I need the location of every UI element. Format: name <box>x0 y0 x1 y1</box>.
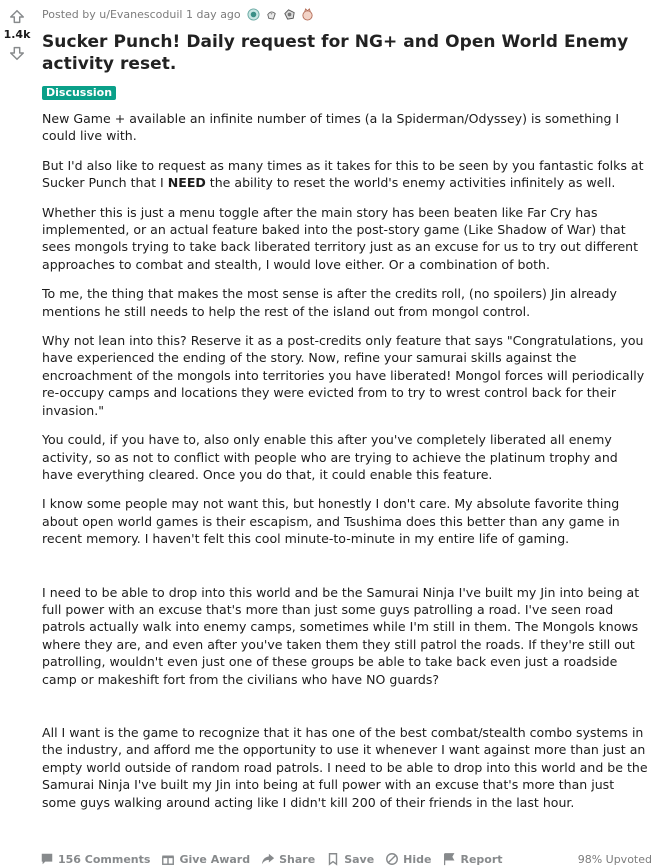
report-label: Report <box>460 852 503 866</box>
post-toolbar <box>40 850 652 868</box>
paragraph-5: Why not lean into this? Reserve it as a post-credits only feature that says "Congratulations, you have experienced the ending of the story. Now, refine your samurai skills against the encroachment of the mongols into territories you have liberated! Mongol forces will periodically re-occupy camps and locations they were evicted from to try to wrest control back for their invasion." <box>42 333 645 418</box>
flag-icon <box>442 852 456 866</box>
upvote-icon[interactable] <box>8 8 26 26</box>
share-button[interactable] <box>261 852 315 866</box>
paragraph-8: I need to be able to drop into this world and be the Samurai Ninja I've built my Jin into being at full power with an excuse that's more than just some guys patrolling a road. I've seen road patrols actually walk into enemy camps, sometimes while I'm still in them. The Mongols knows where they are, and even after you've taken them they still patrol the roads. If they're still out patrolling, wouldn't even just one of these groups be able to take back even just a roadside camp or makeshift fort from the civilians who have NO guards? <box>42 584 640 687</box>
save-button[interactable] <box>326 852 374 866</box>
paragraph-1: New Game + available an infinite number of times (a la Spiderman/Odyssey) is something I could live with. <box>42 111 620 144</box>
awards-row[interactable] <box>247 8 314 21</box>
award-coin-icon[interactable] <box>247 8 260 21</box>
upvote-ratio: 98% Upvoted <box>577 852 652 866</box>
hide-icon <box>385 852 399 866</box>
paragraph-2-end: the ability to reset the world's enemy activities infinitely as well. <box>205 175 616 191</box>
paragraph-2-emphasis: NEED <box>167 175 206 191</box>
paragraph-2 <box>42 157 652 192</box>
comment-icon <box>40 852 54 866</box>
give-award-button[interactable] <box>161 852 250 866</box>
post-meta <box>42 6 652 22</box>
paragraph-6: You could, if you have to, also only enable this after you've completely liberated all enemy activity, so as not to conflict with people who are trying to achieve the platinum trophy and have everything cleared. Once you do that, it could enable this feature. <box>42 432 618 482</box>
flair-badge[interactable]: Discussion <box>42 86 116 100</box>
paragraph-4: To me, the thing that makes the most sense is after the credits roll, (no spoilers) Jin already mentions he still needs to help the rest of the island out from mongol control. <box>42 286 617 319</box>
save-label: Save <box>344 852 375 866</box>
post-time[interactable]: 1 day ago <box>185 7 241 21</box>
award-heart-hand-icon[interactable] <box>265 8 278 21</box>
share-icon <box>261 852 275 866</box>
paragraph-3: Whether this is just a menu toggle after the main story has been beaten like Far Cry has implemented, or an actual feature baked into the post-story game (Like Shadow of War) that sees mongols trying to take back liberated territory just as an excuse for us to try out different approaches to combat and stealth, I would love either. Or a combination of both. <box>42 204 639 272</box>
paragraph-9: All I want is the game to recognize that it has one of the best combat/stealth combo systems in the industry, and afford me the opportunity to use it whenever I want against more than just an empty world outside of random road patrols. I need to be able to drop into this world and be the Samurai Ninja I've built my Jin into being at full power with an excuse that's more than just some guys walking around acting like I didn't kill 200 of their friends in the last hour. <box>42 724 648 810</box>
post-body <box>42 110 652 811</box>
hide-button[interactable] <box>385 852 431 866</box>
hide-label: Hide <box>403 852 432 866</box>
bookmark-icon <box>326 852 340 866</box>
post-title[interactable]: Sucker Punch! Daily request for NG+ and Open World Enemy activity reset. <box>42 32 629 74</box>
comments-button[interactable] <box>40 852 150 866</box>
vote-score: 1.4k <box>3 28 31 41</box>
paragraph-2-start: But I'd also like to request as many times as it takes for this to be seen by you fantastic folks at Sucker Punch that I <box>42 157 644 191</box>
downvote-icon[interactable] <box>8 44 26 62</box>
share-label: Share <box>279 852 316 866</box>
comments-label: 156 Comments <box>58 852 151 866</box>
post-content <box>42 6 652 823</box>
gift-icon <box>161 852 175 866</box>
vote-column <box>0 8 34 62</box>
author-link[interactable]: u/Evanescoduil <box>99 7 183 21</box>
paragraph-7: I know some people may not want this, but honestly I don't care. My absolute favorite thing about open world games is their escapism, and Tsushima does this better than any game in recent memory. I haven't felt this cool minute-to-minute in my entire life of gaming. <box>42 496 620 547</box>
award-silver-icon[interactable] <box>283 8 296 21</box>
give-award-label: Give Award <box>179 852 251 866</box>
award-wholesome-icon[interactable] <box>301 8 314 21</box>
meta-prefix: Posted by <box>42 7 96 21</box>
report-button[interactable] <box>442 852 502 866</box>
